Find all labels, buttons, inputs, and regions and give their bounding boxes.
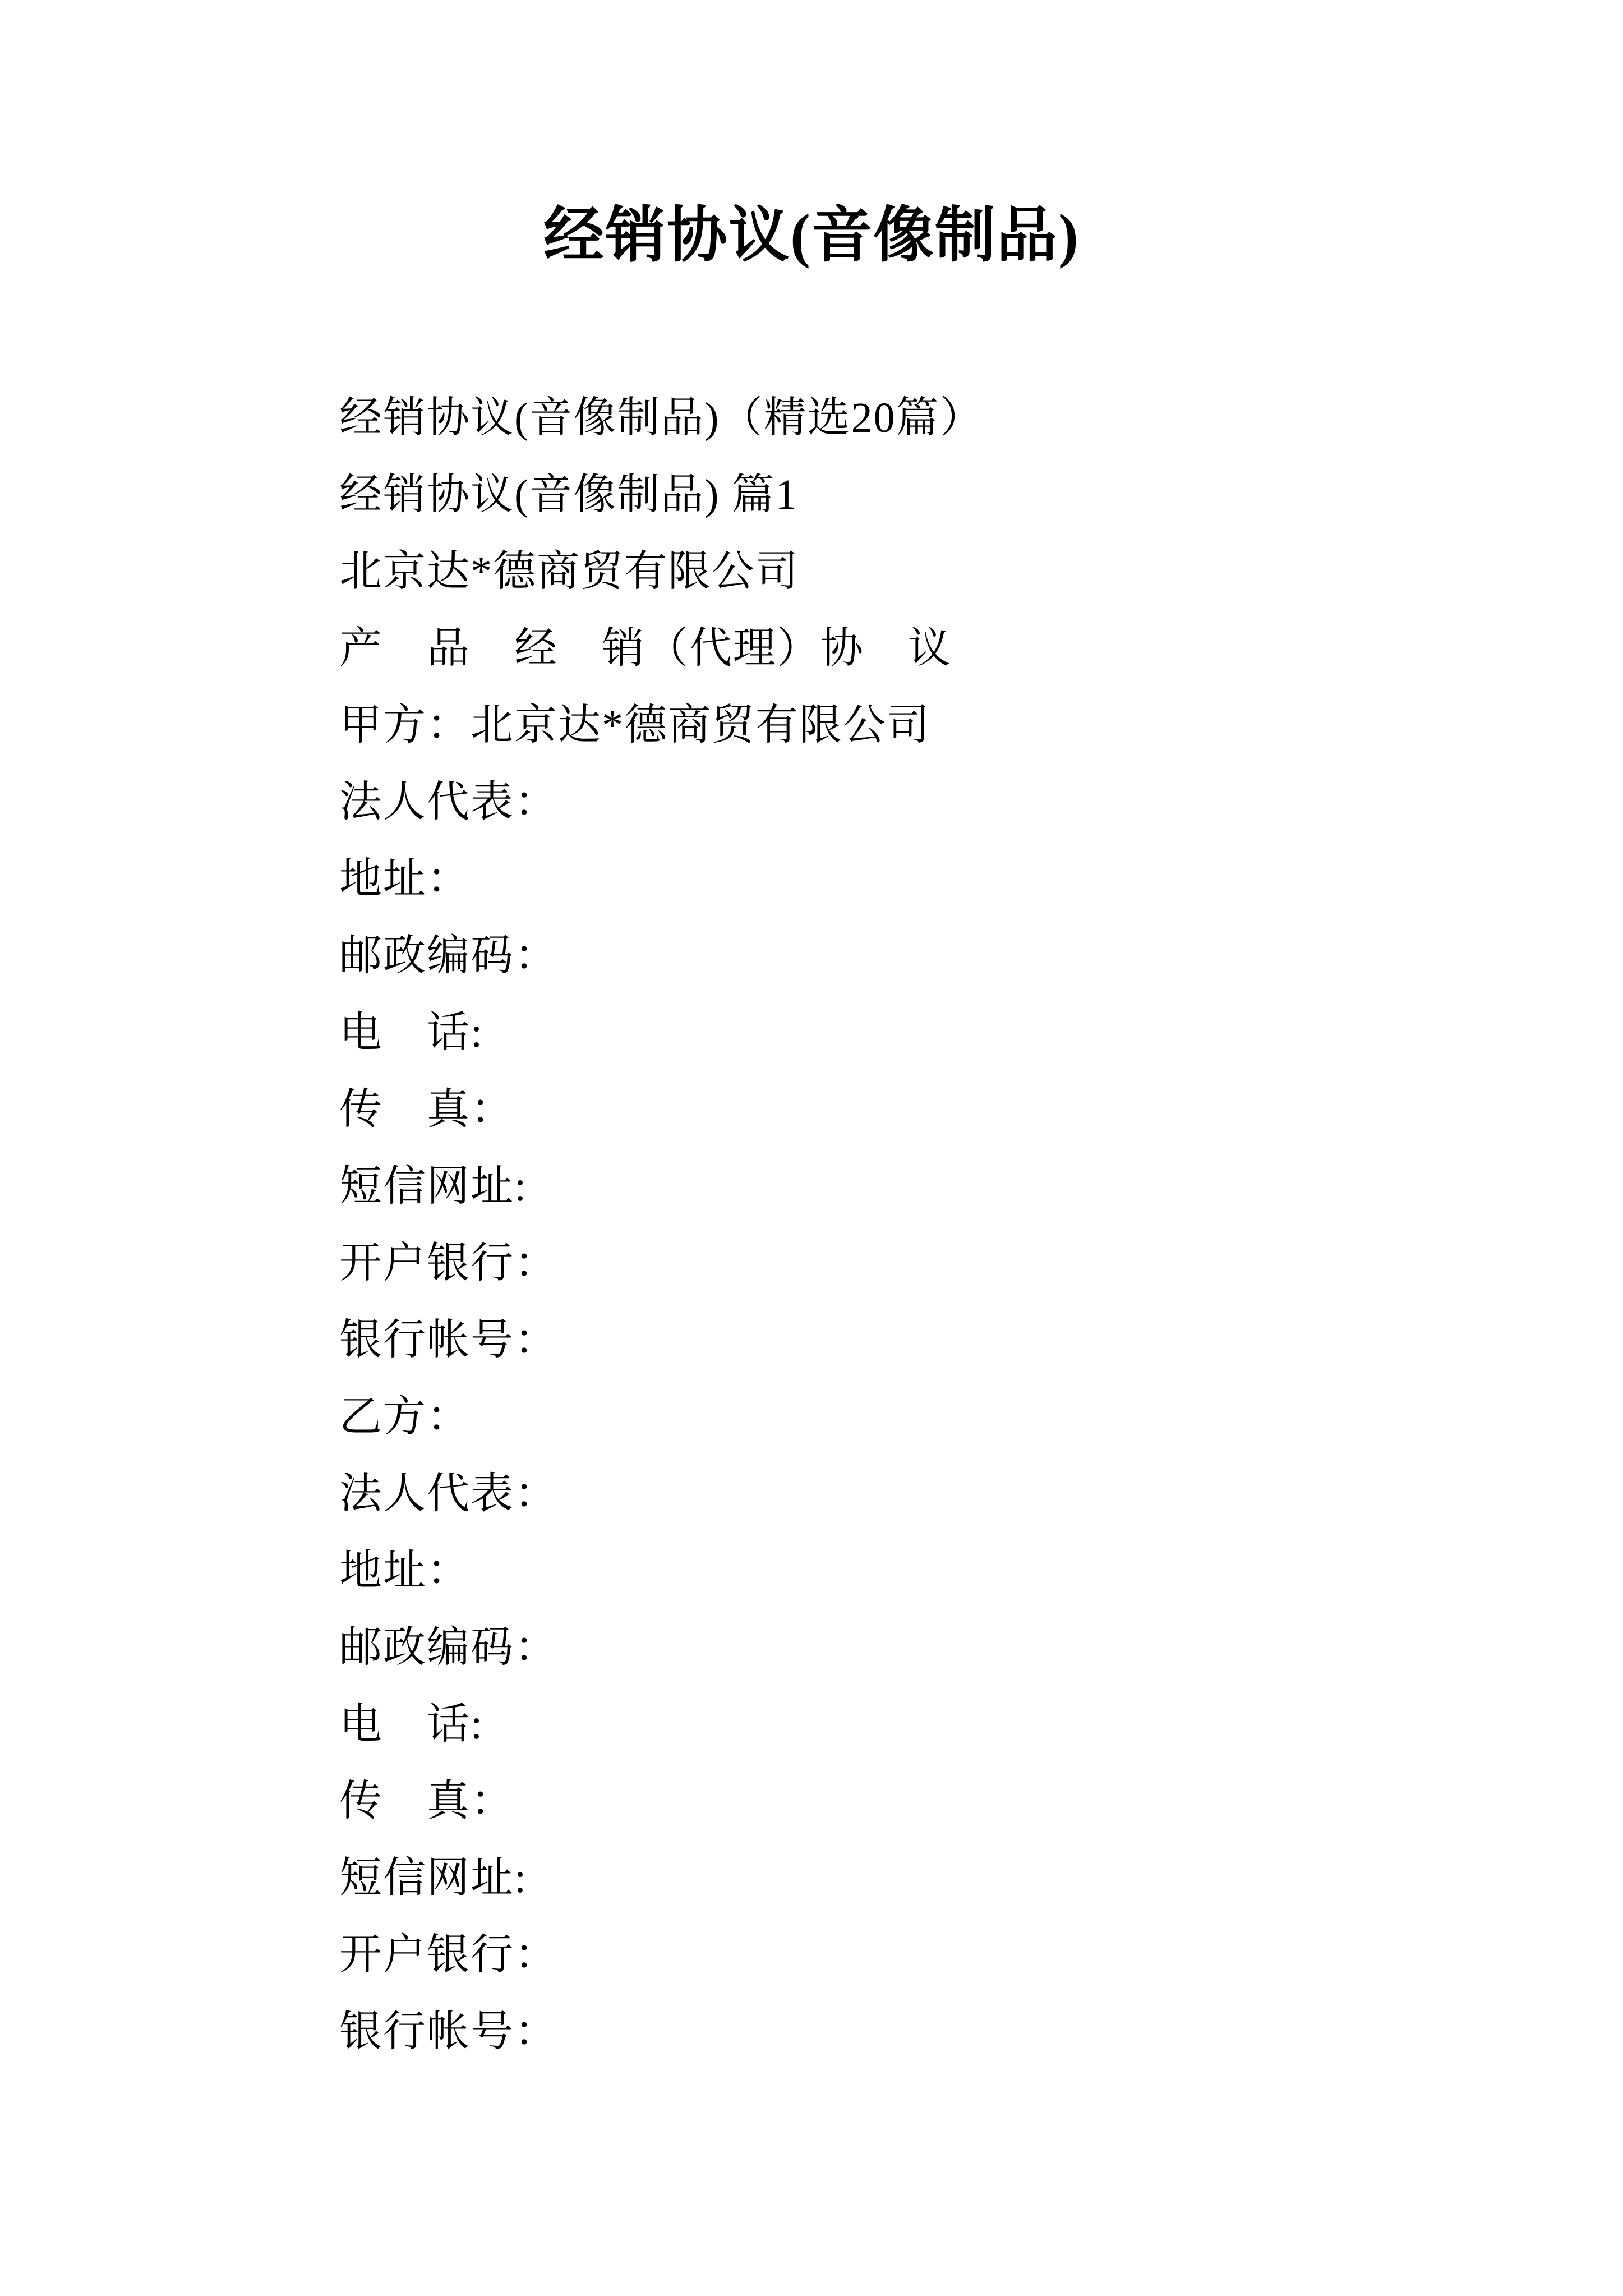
article-heading: 经销协议(音像制品) 篇1 <box>339 471 798 518</box>
party-b-phone: 电 话: <box>339 1701 484 1748</box>
party-b-legal-rep: 法人代表： <box>339 1470 558 1517</box>
party-a-bank: 开户银行： <box>339 1240 558 1287</box>
party-b-fax: 传 真： <box>339 1778 514 1825</box>
party-a-postcode: 邮政编码： <box>339 932 558 979</box>
party-a-legal-rep: 法人代表： <box>339 779 558 826</box>
party-b-address: 地址： <box>339 1547 471 1594</box>
party-b-postcode: 邮政编码： <box>339 1624 558 1671</box>
company-name: 北京达*德商贸有限公司 <box>339 548 799 595</box>
document-body <box>339 380 1461 2070</box>
party-a-address: 地址： <box>339 855 471 903</box>
party-a-name: 甲方：北京达*德商贸有限公司 <box>339 702 930 749</box>
party-b-account: 银行帐号： <box>339 2008 558 2055</box>
party-b-website: 短信网址: <box>339 1855 528 1902</box>
party-b-name: 乙方： <box>339 1393 471 1441</box>
party-a-account: 银行帐号： <box>339 1317 558 1364</box>
party-a-website: 短信网址: <box>339 1163 528 1210</box>
agreement-heading: 产 品 经 销（代理）协 议 <box>339 625 952 672</box>
collection-heading: 经销协议(音像制品)（精选20篇） <box>339 394 984 441</box>
page-title: 经销协议(音像制品) <box>543 203 1080 269</box>
party-a-fax: 传 真： <box>339 1086 514 1133</box>
party-a-phone: 电 话: <box>339 1009 484 1056</box>
party-b-bank: 开户银行： <box>339 1931 558 1978</box>
